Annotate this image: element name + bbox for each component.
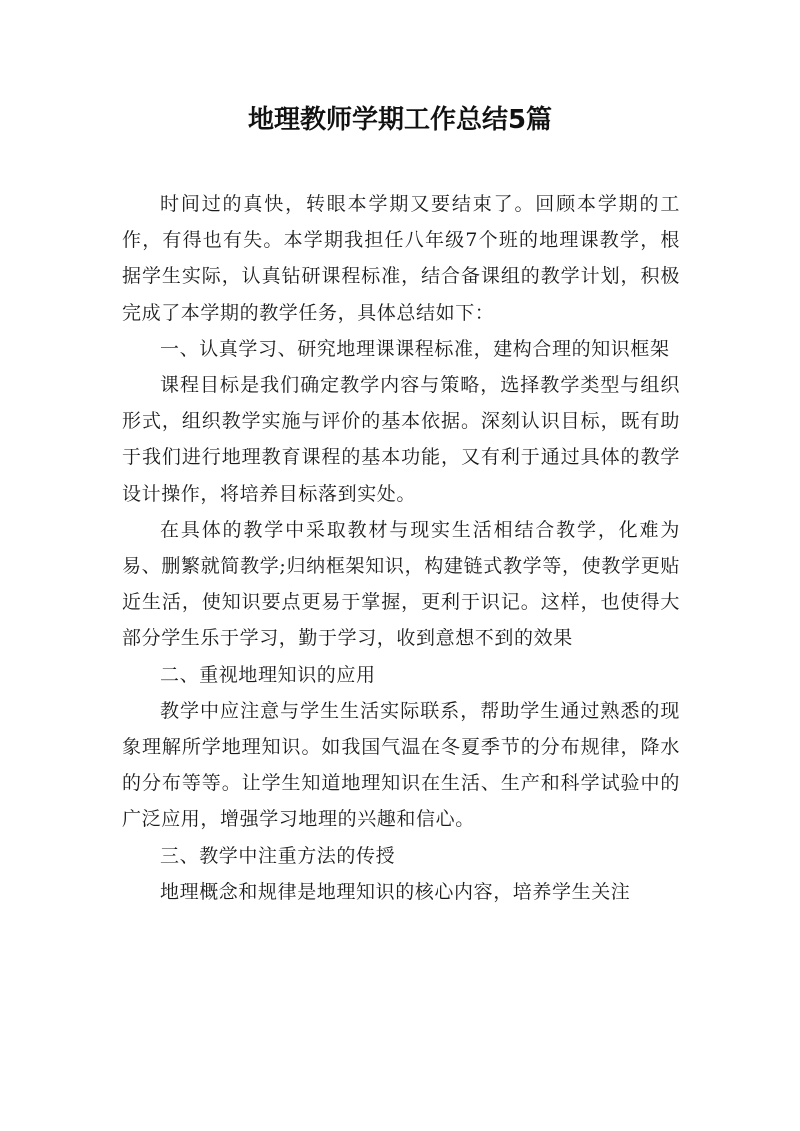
- paragraph-course-goals: 课程目标是我们确定教学内容与策略，选择教学类型与组织形式，组织教学实施与评价的基本依据。深刻认识目标，既有助于我们进行地理教育课程的基本功能，又有利于通过具体的教学设计操作，将培养目标落到实处。: [122, 374, 680, 505]
- section-heading-2: 二、重视地理知识的应用: [160, 663, 376, 686]
- paragraph-geography-concepts: 地理概念和规律是地理知识的核心内容，培养学生关注: [160, 880, 631, 903]
- paragraph-knowledge-application: 教学中应注意与学生生活实际联系，帮助学生通过熟悉的现象理解所学地理知识。如我国气温在冬夏季节的分布规律，降水的分布等等。让学生知道地理知识在生活、生产和科学试验中的广泛应用，增强学习地理的兴趣和信心。: [122, 699, 680, 831]
- section-heading-3: 三、教学中注重方法的传授: [160, 844, 396, 867]
- section-heading-1: 一、认真学习、研究地理课课程标准，建构合理的知识框架: [160, 337, 670, 360]
- paragraph-teaching-methods: 在具体的教学中采取教材与现实生活相结合教学，化难为易、删繁就简教学;归纳框架知识，构建链式教学等，使教学更贴近生活，使知识要点更易于掌握，更利于识记。这样，也使得大部分学生乐于学习，勤于学习，收到意想不到的效果: [122, 518, 680, 650]
- document-body: [122, 186, 680, 910]
- document-title: 地理教师学期工作总结5篇: [247, 105, 553, 135]
- paragraph-intro: 时间过的真快，转眼本学期又要结束了。回顾本学期的工作，有得也有失。本学期我担任八年级7个班的地理课教学，根据学生实际，认真钻研课程标准，结合备课组的教学计划，积极完成了本学期的教学任务，具体总结如下：: [122, 193, 680, 324]
